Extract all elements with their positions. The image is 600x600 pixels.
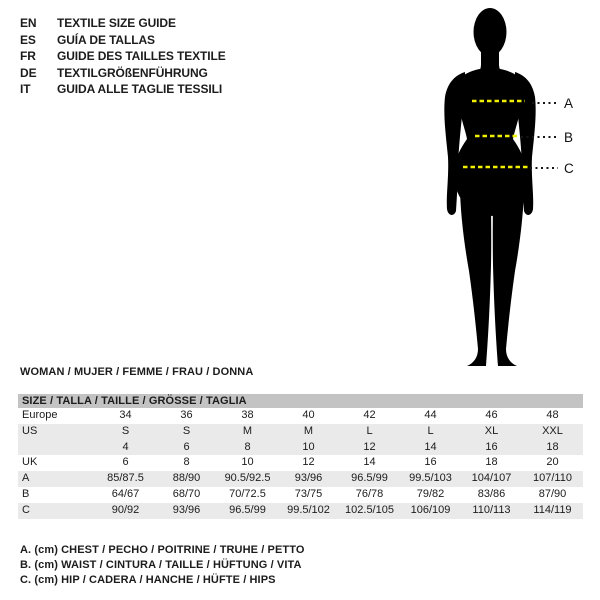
table-cell: XL xyxy=(484,424,499,437)
table-cell: 40 xyxy=(302,409,315,421)
legend-line-waist: B. (cm) WAIST / CINTURA / TAILLE / HÜFTUNG / VITA xyxy=(20,559,302,572)
language-code: DE xyxy=(20,65,37,80)
guide-title: GUIDA ALLE TAGLIE TESSILI xyxy=(57,82,223,97)
table-cell: 8 xyxy=(244,440,251,453)
language-code: FR xyxy=(20,49,36,64)
table-row-us-numeric xyxy=(18,440,583,456)
size-table xyxy=(18,394,583,519)
measurement-figure xyxy=(420,5,580,370)
table-row-us-letter xyxy=(18,424,583,440)
table-cell: 44 xyxy=(424,409,437,421)
row-label: Europe xyxy=(22,409,58,421)
row-cells xyxy=(95,455,583,471)
table-cell: 107/110 xyxy=(533,472,572,485)
language-row xyxy=(20,48,226,65)
guide-title: TEXTILE SIZE GUIDE xyxy=(57,16,176,30)
table-row-uk xyxy=(18,455,583,471)
row-cells xyxy=(95,471,583,487)
table-cell: 70/72.5 xyxy=(229,487,266,500)
table-cell: 8 xyxy=(183,456,190,469)
table-cell: 38 xyxy=(241,409,254,421)
table-cell: 90/92 xyxy=(111,503,140,516)
legend-line-hip: C. (cm) HIP / CADERA / HANCHE / HÜFTE / HIPS xyxy=(20,574,276,587)
table-cell: 10 xyxy=(241,456,254,469)
table-cell: 48 xyxy=(546,409,559,421)
measure-label-c: C xyxy=(564,161,574,176)
table-cell: 20 xyxy=(546,456,559,469)
row-label: UK xyxy=(22,456,38,469)
table-cell: 79/82 xyxy=(416,487,445,500)
table-cell: L xyxy=(427,424,434,437)
table-row-waist-b xyxy=(18,487,583,503)
row-label: C xyxy=(22,503,30,516)
row-cells xyxy=(95,408,583,424)
guide-title: GUIDE DES TAILLES TEXTILE xyxy=(57,49,226,64)
table-cell: 85/87.5 xyxy=(107,472,144,485)
table-cell: 96.5/99 xyxy=(351,472,388,485)
table-cell: S xyxy=(182,424,191,437)
table-cell: 42 xyxy=(363,409,376,421)
table-cell: 83/86 xyxy=(477,487,506,500)
table-cell: 73/75 xyxy=(294,487,323,500)
silhouette-right-leg xyxy=(493,173,524,366)
section-title-woman: WOMAN / MUJER / FEMME / FRAU / DONNA xyxy=(20,366,254,378)
table-cell: 4 xyxy=(122,440,129,453)
legend-line-chest: A. (cm) CHEST / PECHO / POITRINE / TRUHE / PETTO xyxy=(20,544,305,556)
table-cell: 12 xyxy=(363,440,376,453)
table-row-europe xyxy=(18,408,583,424)
row-cells xyxy=(95,440,583,456)
table-row-chest-a xyxy=(18,471,583,487)
table-row-hip-c xyxy=(18,503,583,519)
language-code: ES xyxy=(20,32,36,47)
language-title-block xyxy=(20,15,226,98)
language-row xyxy=(20,65,226,82)
table-cell: 18 xyxy=(546,440,559,453)
row-label: A xyxy=(22,472,30,485)
language-row xyxy=(20,15,226,32)
table-cell: 6 xyxy=(183,440,190,453)
table-cell: 93/96 xyxy=(172,503,201,516)
table-cell: 34 xyxy=(119,409,132,421)
table-cell: 76/78 xyxy=(355,487,384,500)
table-cell: 99.5/102 xyxy=(287,503,330,516)
table-cell: 106/109 xyxy=(410,503,451,516)
table-cell: M xyxy=(303,424,314,437)
row-label: US xyxy=(22,424,38,437)
row-cells xyxy=(95,424,583,440)
size-table-header: SIZE / TALLA / TAILLE / GRÖSSE / TAGLIA xyxy=(18,394,583,408)
table-cell: 110/113 xyxy=(472,503,511,516)
table-cell: 90.5/92.5 xyxy=(224,472,271,485)
table-cell: 96.5/99 xyxy=(229,503,266,516)
table-cell: XXL xyxy=(542,424,563,437)
table-cell: 16 xyxy=(424,456,437,469)
table-cell: 46 xyxy=(485,409,498,421)
language-row xyxy=(20,81,226,98)
table-cell: 10 xyxy=(302,440,315,453)
table-cell: S xyxy=(121,424,130,437)
table-cell: L xyxy=(366,424,373,437)
table-cell: 16 xyxy=(485,440,498,453)
table-cell: 36 xyxy=(180,409,193,421)
language-row xyxy=(20,32,226,49)
measure-legend xyxy=(20,543,305,589)
language-code: IT xyxy=(20,82,31,97)
table-cell: 12 xyxy=(302,456,315,469)
table-cell: 87/90 xyxy=(538,487,567,500)
table-cell: 14 xyxy=(363,456,376,469)
woman-silhouette-icon xyxy=(420,5,580,370)
table-cell: 18 xyxy=(485,456,498,469)
table-cell: 99.5/103 xyxy=(409,472,452,485)
row-cells xyxy=(95,503,583,519)
guide-title: TEXTILGRÖßENFÜHRUNG xyxy=(57,65,208,80)
table-cell: 114/119 xyxy=(533,503,572,516)
table-cell: 104/107 xyxy=(471,472,512,485)
table-cell: 6 xyxy=(122,456,129,469)
table-cell: 64/67 xyxy=(111,487,140,500)
silhouette-left-leg xyxy=(460,173,491,366)
table-cell: 102.5/105 xyxy=(345,503,394,516)
table-cell: 68/70 xyxy=(172,487,201,500)
table-cell: M xyxy=(242,424,253,437)
table-cell: 93/96 xyxy=(294,472,323,485)
measure-label-b: B xyxy=(564,130,574,145)
guide-title: GUÍA DE TALLAS xyxy=(57,32,155,47)
table-cell: 88/90 xyxy=(172,472,201,485)
table-cell: 14 xyxy=(424,440,437,453)
language-code: EN xyxy=(20,16,37,30)
row-label: B xyxy=(22,487,30,500)
row-cells xyxy=(95,487,583,503)
measure-label-a: A xyxy=(564,96,574,111)
